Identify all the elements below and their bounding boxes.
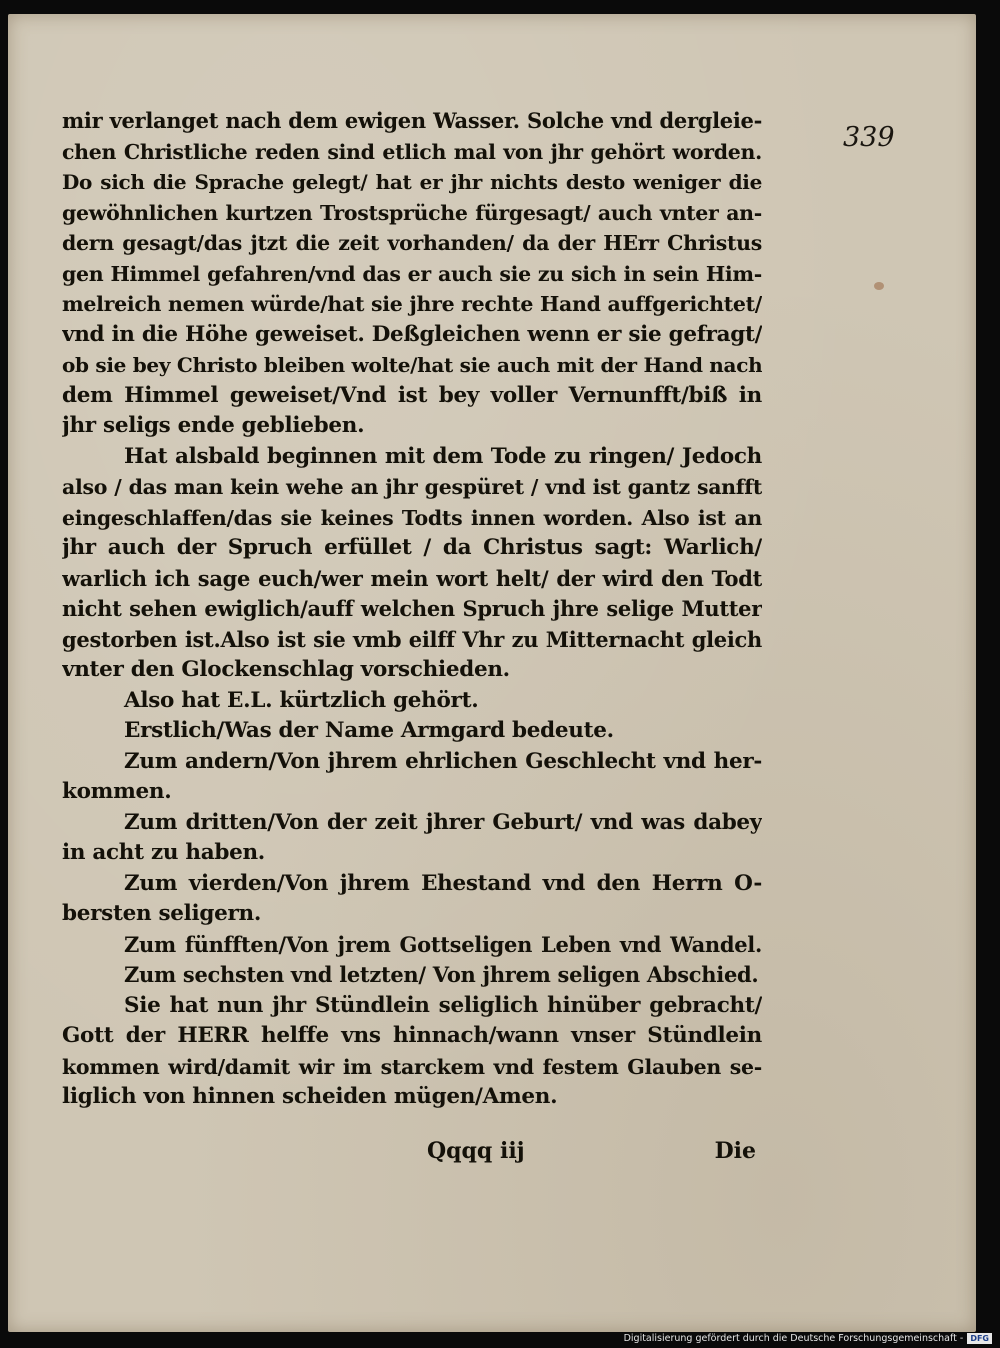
page-footer-row	[62, 1138, 762, 1172]
page-number: 339	[843, 122, 895, 153]
text-line: Also hat E.L. kürtzlich gehört.	[124, 687, 479, 713]
text-line: Erstlich/Was der Name Armgard bedeute.	[124, 718, 614, 743]
dfg-logo: DFG	[967, 1333, 992, 1344]
text-line: liglich von hinnen scheiden mügen/Amen.	[62, 1084, 558, 1109]
text-line: Zum vierden/Von jhrem Ehestand vnd den Herrn O-	[124, 870, 762, 896]
text-line: Zum dritten/Von der zeit jhrer Geburt/ vnd was dabey	[124, 809, 762, 835]
text-line: dern gesagt/das jtzt die zeit vorhanden/ da der HErr Christus	[62, 231, 762, 255]
text-line: in acht zu haben.	[62, 840, 265, 865]
text-line: dem Himmel geweiset/Vnd ist bey voller Vernunfft/biß in	[62, 382, 762, 408]
text-line: vnter den Glockenschlag vorschieden.	[62, 657, 510, 682]
text-line: bersten seligern.	[62, 901, 262, 926]
text-line: kommen wird/damit wir im starckem vnd festem Glauben se-	[62, 1054, 762, 1079]
book-page	[8, 14, 976, 1332]
text-line: Do sich die Sprache gelegt/ hat er jhr nichts desto weniger die	[62, 170, 762, 194]
text-line: melreich nemen würde/hat sie jhre rechte Hand auffgerichtet/	[62, 292, 762, 316]
text-line: chen Christliche reden sind etlich mal von jhr gehört worden.	[62, 139, 762, 164]
body-text	[62, 106, 762, 1113]
digitization-credit	[624, 1332, 992, 1344]
text-line: Zum andern/Von jhrem ehrlichen Geschlecht vnd her-	[124, 748, 762, 774]
text-line: kommen.	[62, 779, 172, 804]
text-line: gestorben ist.Also ist sie vmb eilff Vhr zu Mitternacht gleich	[62, 626, 762, 652]
text-line: jhr auch der Spruch erfüllet / da Christus sagt: Warlich/	[62, 535, 762, 560]
paper-stain	[874, 282, 884, 290]
catchword: Die	[714, 1138, 756, 1164]
text-line: also / das man kein wehe an jhr gespüret / vnd ist gantz sanfft	[62, 475, 762, 499]
text-line: nicht sehen ewiglich/auff welchen Spruch jhre selige Mutter	[62, 596, 762, 621]
credit-text: Digitalisierung gefördert durch die Deutsche Forschungsgemeinschaft -	[623, 1332, 964, 1344]
text-line: Hat alsbald beginnen mit dem Tode zu ringen/ Jedoch	[124, 443, 762, 469]
signature-mark: Qqqq iij	[427, 1138, 525, 1164]
text-line: Zum sechsten vnd letzten/ Von jhrem seligen Abschied.	[124, 962, 759, 987]
text-line: ob sie bey Christo bleiben wolte/hat sie auch mit der Hand nach	[62, 353, 762, 377]
text-line: jhr seligs ende geblieben.	[62, 413, 365, 438]
text-line: Sie hat nun jhr Stündlein seliglich hinüber gebracht/	[124, 992, 762, 1018]
text-line: Gott der HERR helffe vns hinnach/wann vnser Stündlein	[62, 1023, 762, 1048]
text-line: eingeschlaffen/das sie keines Todts innen worden. Also ist an	[62, 505, 762, 530]
text-line: gewöhnlichen kurtzen Trostsprüche fürgesagt/ auch vnter an-	[62, 200, 762, 225]
text-line: warlich ich sage euch/wer mein wort helt/ der wird den Todt	[62, 565, 762, 591]
text-line: mir verlanget nach dem ewigen Wasser. Solche vnd dergleie-	[62, 108, 762, 133]
text-line: vnd in die Höhe geweiset. Deßgleichen wenn er sie gefragt/	[62, 321, 762, 347]
text-line: gen Himmel gefahren/vnd das er auch sie zu sich in sein Him-	[62, 261, 762, 286]
text-line: Zum fünfften/Von jrem Gottseligen Leben vnd Wandel.	[124, 931, 762, 957]
